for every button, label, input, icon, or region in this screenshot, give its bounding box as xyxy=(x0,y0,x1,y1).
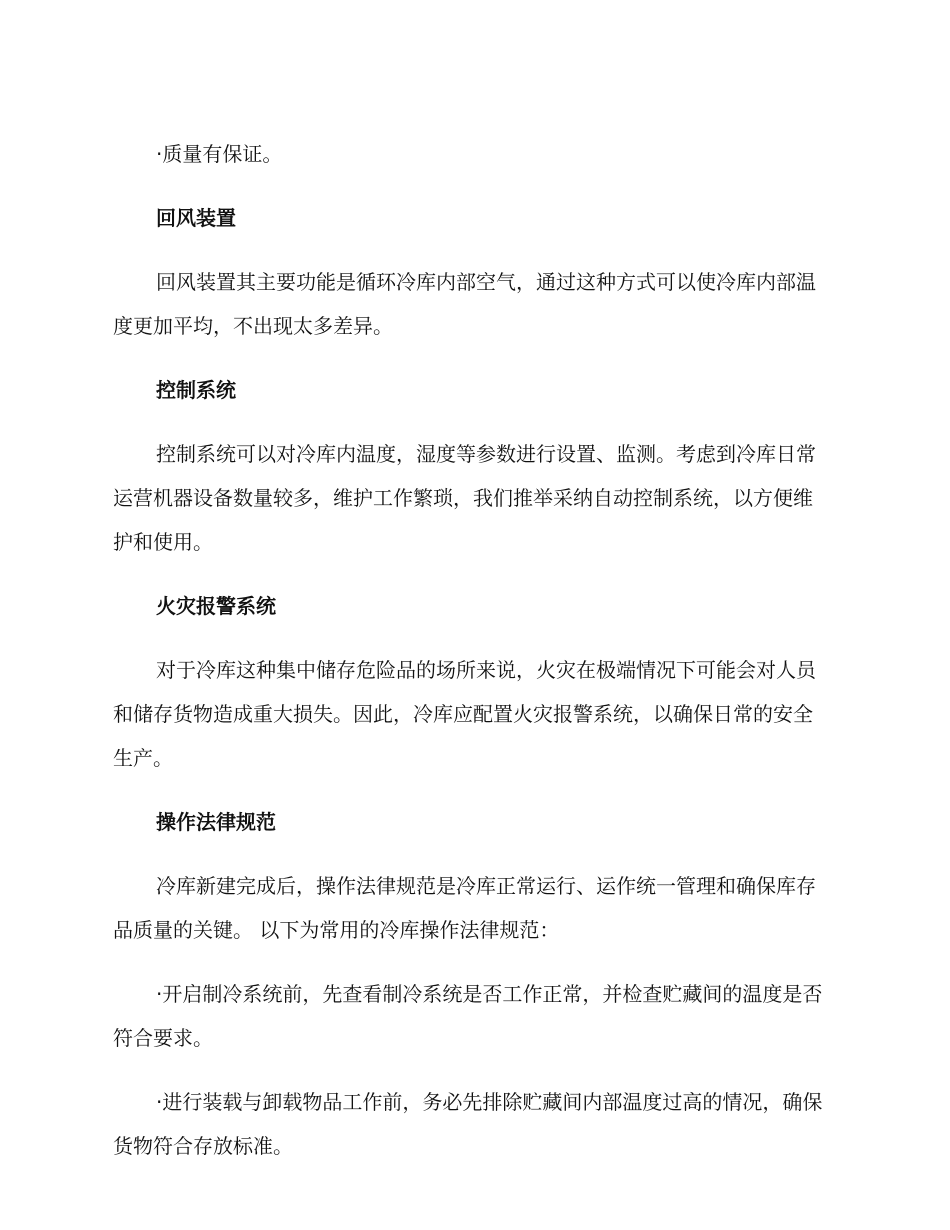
heading-control-system: 控制系统 xyxy=(156,378,236,402)
paragraph-return-air: 回风装置其主要功能是循环冷库内部空气，通过这种方式可以使冷库内部温度更加平均，不出现太多差异。 xyxy=(113,270,816,338)
heading-return-air: 回风装置 xyxy=(156,206,236,230)
bullet-start-refrigeration: ·开启制冷系统前，先查看制冷系统是否工作正常，并检查贮藏间的温度是否符合要求。 xyxy=(113,982,823,1050)
paragraph-fire-alarm: 对于冷库这种集中储存危险品的场所来说，火灾在极端情况下可能会对人员和储存货物造成重大损失。因此，冷库应配置火灾报警系统，以确保日常的安全生产。 xyxy=(113,658,816,770)
paragraph-control-system: 控制系统可以对冷库内温度，湿度等参数进行设置、监测。考虑到冷库日常运营机器设备数量较多，维护工作繁琐，我们推举采纳自动控制系统，以方便维护和使用。 xyxy=(113,442,816,554)
heading-fire-alarm: 火灾报警系统 xyxy=(156,594,276,618)
bullet-loading-unloading: ·进行装载与卸载物品工作前，务必先排除贮藏间内部温度过高的情况，确保货物符合存放标准。 xyxy=(113,1090,823,1158)
heading-operation-rules: 操作法律规范 xyxy=(156,810,276,834)
document-body xyxy=(113,112,831,1176)
bullet-quality: ·质量有保证。 xyxy=(156,142,283,166)
paragraph-operation-rules: 冷库新建完成后，操作法律规范是冷库正常运行、运作统一管理和确保库存品质量的关键。 以下为常用的冷库操作法律规范： xyxy=(113,874,816,942)
